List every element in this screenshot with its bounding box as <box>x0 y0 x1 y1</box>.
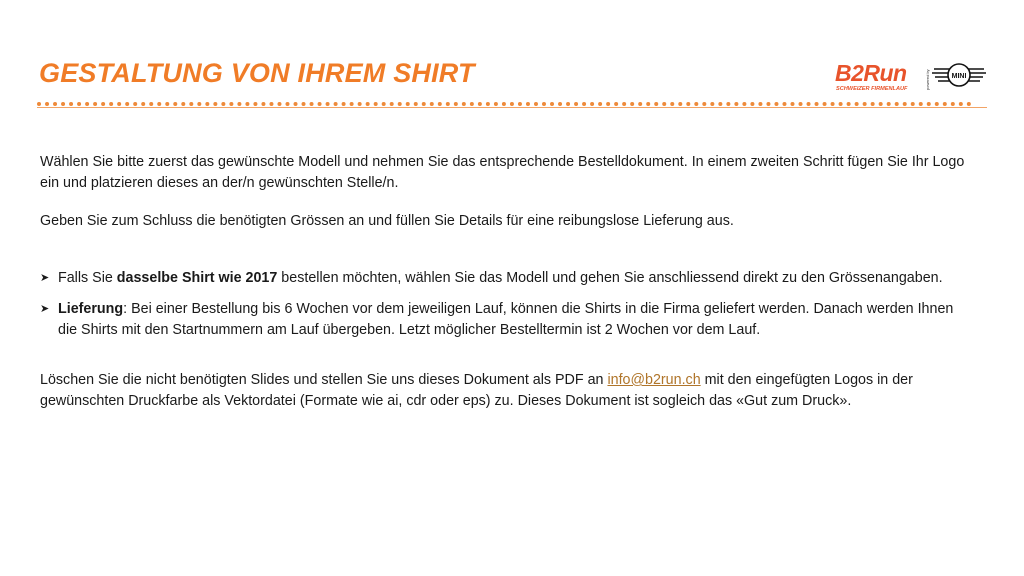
sizes-paragraph: Geben Sie zum Schluss die benötigten Grössen an und füllen Sie Details für eine reibungslose Lieferung aus. <box>40 213 734 229</box>
bullet-delivery <box>40 299 970 341</box>
bullet2-bold: Lieferung <box>58 301 124 317</box>
logo-sponsor-text: MINI <box>951 73 967 80</box>
bullet-same-shirt <box>40 268 970 289</box>
bullet2-suffix: : Bei einer Bestellung bis 6 Wochen vor dem jeweiligen Lauf, können die Shirts in die Firma geliefert werden. Danach werden Ihnen die Shirts mit den Startnummern am Lauf übergeben. Letzt möglicher Bestelltermin ist 2 Wochen vor dem Lauf. <box>58 301 954 338</box>
slide-title: GESTALTUNG VON IHREM SHIRT <box>39 58 475 88</box>
slide-body <box>40 152 970 412</box>
bullet-list <box>40 268 970 341</box>
mini-logo-icon <box>932 64 986 86</box>
paragraph3-before: Löschen Sie die nicht benötigten Slides und stellen Sie uns dieses Dokument als PDF an <box>40 372 608 388</box>
bullet1-bold: dasselbe Shirt wie 2017 <box>116 270 278 286</box>
paragraph3-after: mit den eingefügten Logos in der gewünschten Druckfarbe als Vektordatei (Formate wie ai, cdr oder eps) zu. Dieses Dokument ist sogleich das «Gut zum Druck». <box>40 372 913 409</box>
b2run-mini-logo <box>834 57 989 95</box>
bullet1-prefix: Falls Sie <box>58 270 117 286</box>
logo-brand-text: B2Run <box>835 60 907 86</box>
submission-paragraph <box>40 370 970 412</box>
intro-paragraph: Wählen Sie bitte zuerst das gewünschte Modell und nehmen Sie das entsprechende Bestelldokument. In einem zweiten Schritt fügen Sie Ihr Logo ein und platzieren dieses an der/n gewünschten Stelle/n. <box>40 154 965 191</box>
logo-powered-by-text: powered by <box>925 69 930 90</box>
email-link[interactable]: info@b2run.ch <box>607 372 701 388</box>
title-divider-dotted <box>37 102 972 106</box>
bullet1-suffix: bestellen möchten, wählen Sie das Modell und gehen Sie anschliessend direkt zu den Grössenangaben. <box>277 270 943 286</box>
arrowhead-bullet-icon: ➤ <box>40 303 50 315</box>
title-divider-line <box>37 107 987 108</box>
arrowhead-bullet-icon: ➤ <box>40 272 50 284</box>
logo-tagline-text: SCHWEIZER FIRMENLAUF <box>836 86 908 92</box>
